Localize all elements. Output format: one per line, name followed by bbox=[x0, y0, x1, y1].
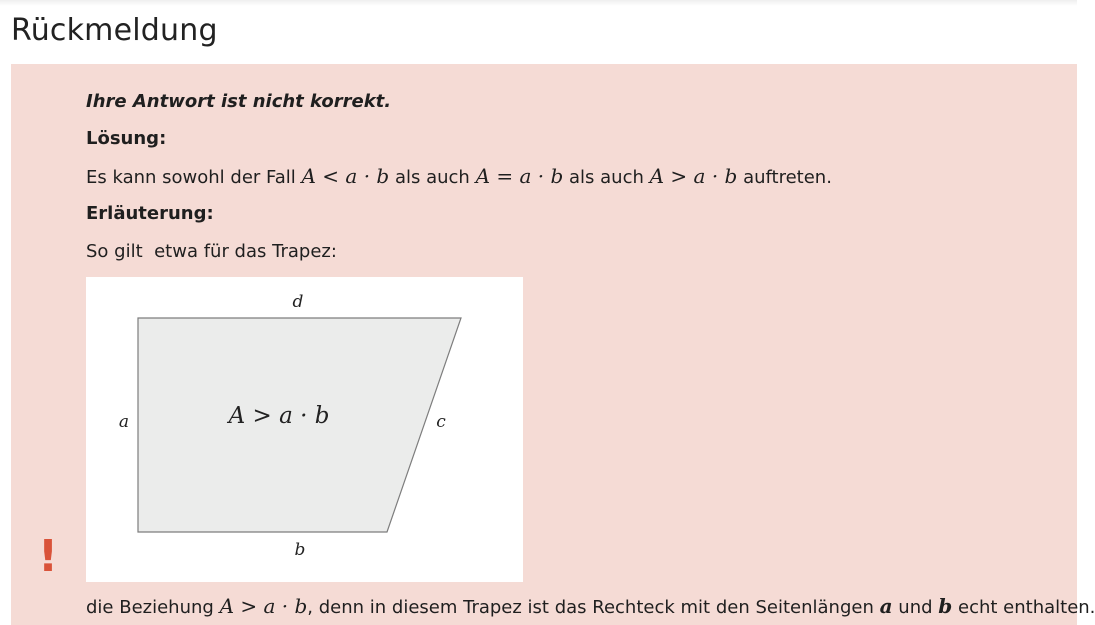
trapezoid-diagram bbox=[86, 277, 523, 582]
conclusion-and: und bbox=[898, 597, 933, 618]
label-c: c bbox=[436, 412, 446, 432]
verdict-text: Ihre Antwort ist nicht korrekt. bbox=[86, 91, 392, 112]
variable-a: a bbox=[879, 594, 893, 618]
solution-suffix: auftreten. bbox=[743, 167, 832, 188]
solution-text bbox=[86, 164, 832, 190]
variable-b: b bbox=[938, 594, 953, 618]
conclusion-suffix: echt enthalten. bbox=[958, 597, 1095, 618]
trapezoid-figure bbox=[86, 277, 523, 582]
label-inequality: A > a · b bbox=[228, 403, 330, 429]
exclamation-icon: ! bbox=[37, 531, 59, 582]
solution-mid-2: als auch bbox=[569, 167, 644, 188]
top-bar-shadow bbox=[0, 0, 1077, 6]
formula-equal: A = a · b bbox=[475, 164, 564, 188]
label-d: d bbox=[292, 292, 304, 312]
conclusion-text bbox=[86, 594, 1095, 620]
formula-less: A < a · b bbox=[301, 164, 390, 188]
explanation-intro: So gilt etwa für das Trapez: bbox=[86, 241, 337, 262]
solution-mid-1: als auch bbox=[394, 167, 470, 188]
page-title: Rückmeldung bbox=[11, 13, 218, 48]
solution-prefix: Es kann sowohl der Fall bbox=[86, 167, 296, 188]
label-b: b bbox=[294, 540, 306, 560]
label-a: a bbox=[118, 412, 130, 432]
conclusion-prefix: die Beziehung bbox=[86, 597, 214, 618]
explanation-heading: Erläuterung: bbox=[86, 203, 214, 224]
formula-greater: A > a · b bbox=[649, 164, 738, 188]
formula-greater-conclusion: A > a · b bbox=[219, 594, 308, 618]
conclusion-mid: , denn in diesem Trapez ist das Rechteck mit den Seitenlängen bbox=[307, 597, 874, 618]
solution-heading: Lösung: bbox=[86, 128, 167, 149]
